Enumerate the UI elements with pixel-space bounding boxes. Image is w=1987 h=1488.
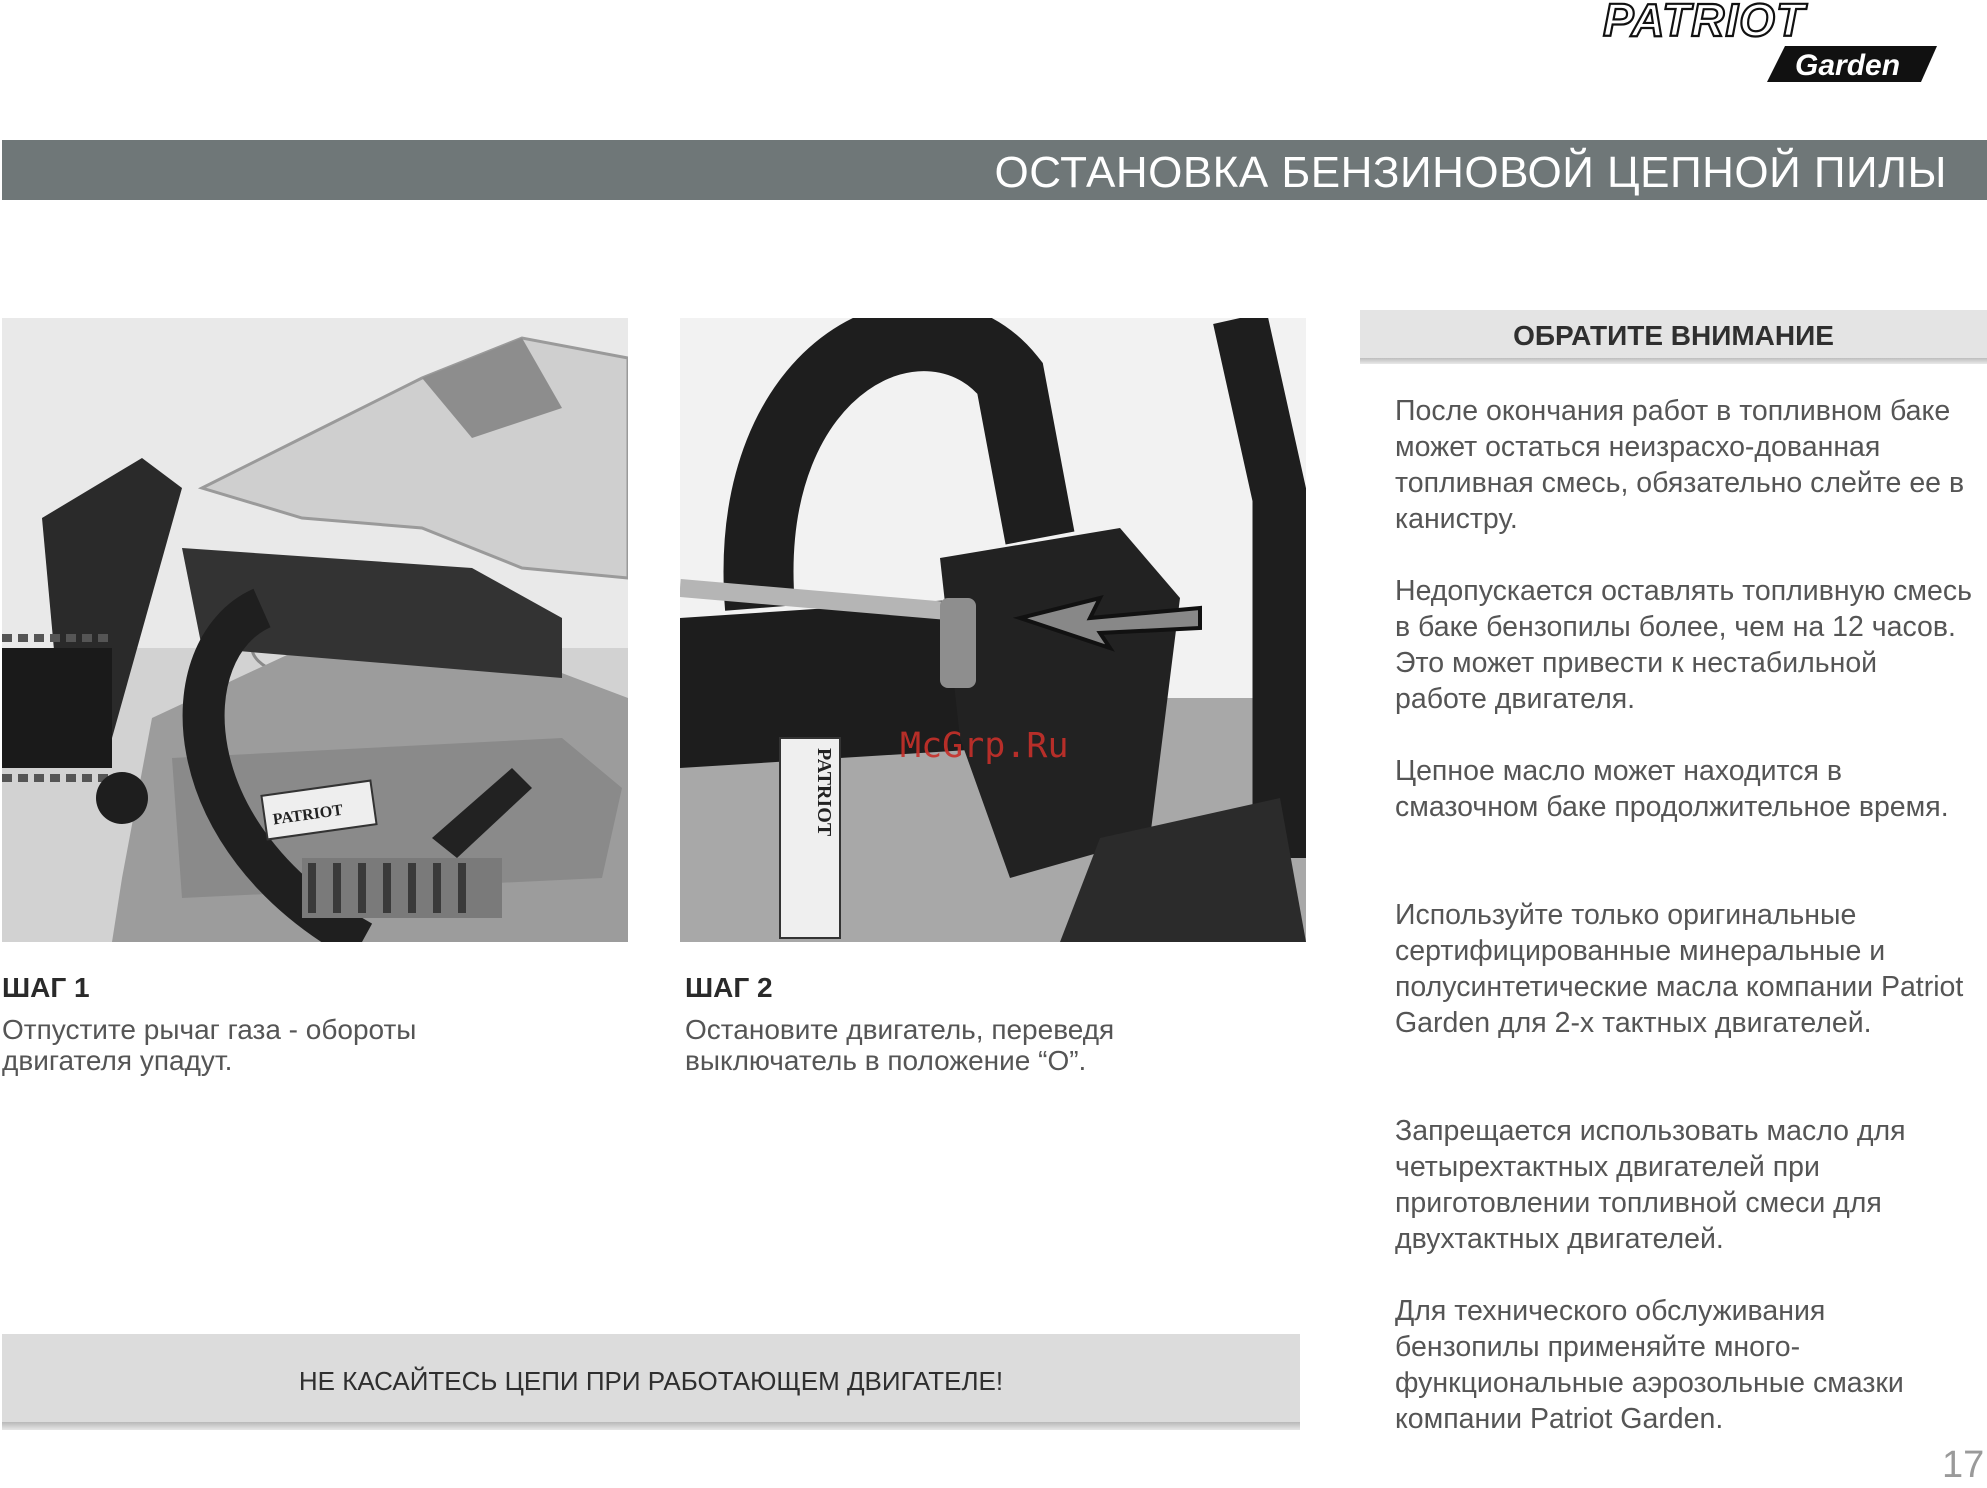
notice-paragraph-2: Недопускается оставлять топливную смесь в баке бензопилы более, чем на 12 часов. Это может привести к нестабильной работе двигателя. xyxy=(1395,575,1972,715)
page-number: 17 xyxy=(1942,1444,1985,1486)
notice-title: ОБРАТИТЕ ВНИМАНИЕ xyxy=(1513,320,1834,351)
warning-bar xyxy=(2,1334,1300,1428)
notice-paragraph-3: Цепное масло может находится в смазочном баке продолжительное время. xyxy=(1395,755,1949,823)
notice-paragraph-5: Запрещается использовать масло для четырехтактных двигателей при приготовлении топливной смеси для двухтактных двигателей. xyxy=(1395,1115,1906,1255)
step1-photo xyxy=(2,318,628,942)
notice-paragraph-1: После окончания работ в топливном баке может остаться неизрасхо-дованная топливная смесь, обязательно слейте ее в канистру. xyxy=(1395,395,1965,535)
watermark: McGrp.Ru xyxy=(900,726,1069,766)
step2-title: ШАГ 2 xyxy=(685,972,773,1003)
page-title: ОСТАНОВКА БЕНЗИНОВОЙ ЦЕПНОЙ ПИЛЫ xyxy=(994,148,1947,197)
step2-photo xyxy=(680,318,1306,942)
saw-brand-label-2: PATRIOT xyxy=(813,748,835,837)
patriot-garden-logo xyxy=(1595,0,1950,88)
notice-header xyxy=(1360,310,1987,362)
step1-title: ШАГ 1 xyxy=(2,972,90,1003)
warning-text: НЕ КАСАЙТЕСЬ ЦЕПИ ПРИ РАБОТАЮЩЕМ ДВИГАТЕЛЕ! xyxy=(298,1366,1004,1396)
notice-divider xyxy=(1360,358,1987,364)
notice-paragraph-4: Используйте только оригинальные сертифицированные минеральные и полусинтетические масла компании Patriot Garden для 2-х тактных двигателей. xyxy=(1395,899,1964,1039)
step2-text: Остановите двигатель, переведя выключатель в положение “О”. xyxy=(685,1014,1115,1076)
logo-patriot-text: PATRIOT xyxy=(1603,0,1806,46)
notice-paragraph-6: Для технического обслуживания бензопилы применяйте много-функциональные аэрозольные смазки компании Patriot Garden. xyxy=(1395,1295,1904,1435)
page-title-bar xyxy=(2,140,1987,200)
step1-text: Отпустите рычаг газа - обороты двигателя упадут. xyxy=(2,1014,417,1076)
warning-divider xyxy=(2,1422,1300,1430)
saw-brand-label: PATRIOT xyxy=(271,801,344,829)
logo-garden-text: Garden xyxy=(1795,49,1901,82)
